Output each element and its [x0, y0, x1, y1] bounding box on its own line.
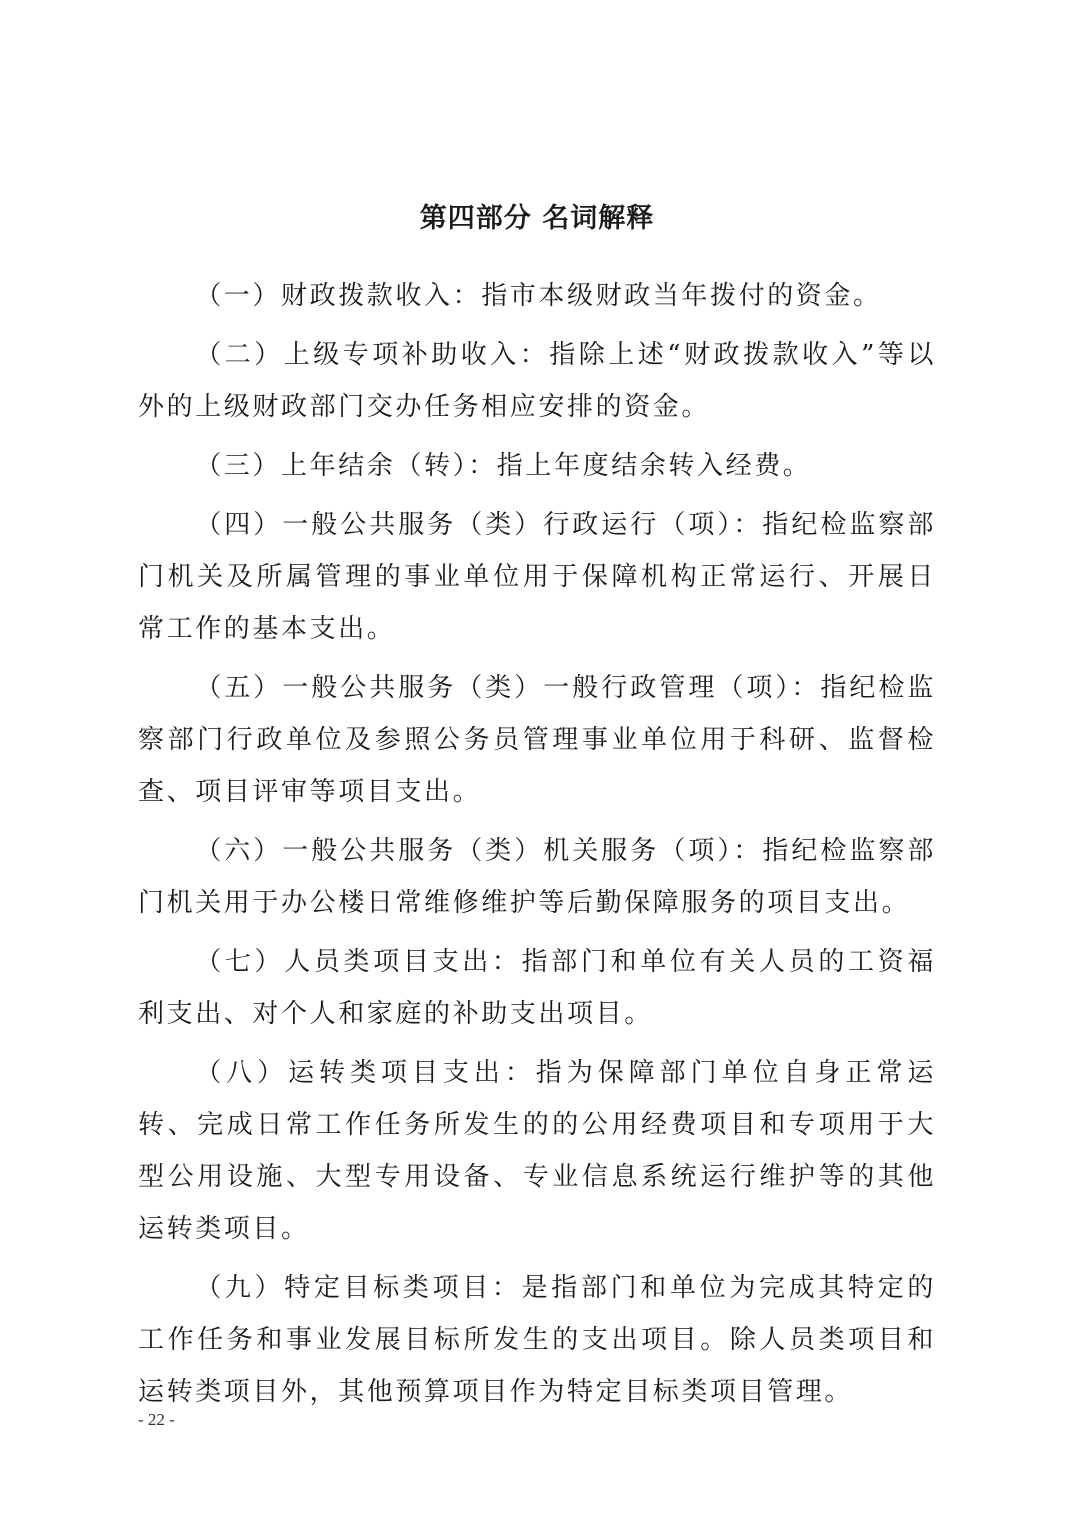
paragraph-5: （五）一般公共服务（类）一般行政管理（项）：指纪检监察部门行政单位及参照公务员管理事业单位用于科研、监督检查、项目评审等项目支出。	[138, 673, 936, 807]
paragraph-8: （八）运转类项目支出：指为保障部门单位自身正常运转、完成日常工作任务所发生的的公用经费项目和专项用于大型公用设施、大型专用设备、专业信息系统运行维护等的其他运转类项目。	[138, 1058, 936, 1244]
paragraph-3: （三）上年结余（转）：指上年度结余转入经费。	[195, 451, 812, 481]
paragraph-1: （一）财政拨款收入：指市本级财政当年拨付的资金。	[195, 281, 882, 311]
paragraph-4: （四）一般公共服务（类）行政运行（项）：指纪检监察部门机关及所属管理的事业单位用于保障机构正常运行、开展日常工作的基本支出。	[138, 510, 936, 644]
section-title: 第四部分 名词解释	[419, 203, 655, 234]
paragraph-9: （九）特定目标类项目：是指部门和单位为完成其特定的工作任务和事业发展目标所发生的支出项目。除人员类项目和运转类项目外，其他预算项目作为特定目标类项目管理。	[138, 1273, 936, 1407]
paragraph-7: （七）人员类项目支出：指部门和单位有关人员的工资福利支出、对个人和家庭的补助支出项目。	[138, 947, 936, 1029]
document-body	[138, 270, 936, 1425]
paragraph-6: （六）一般公共服务（类）机关服务（项）：指纪检监察部门机关用于办公楼日常维修维护等后勤保障服务的项目支出。	[138, 836, 936, 918]
paragraph-2: （二）上级专项补助收入：指除上述“财政拨款收入”等以外的上级财政部门交办任务相应安排的资金。	[138, 340, 936, 422]
page-number: - 22 -	[138, 1410, 175, 1429]
